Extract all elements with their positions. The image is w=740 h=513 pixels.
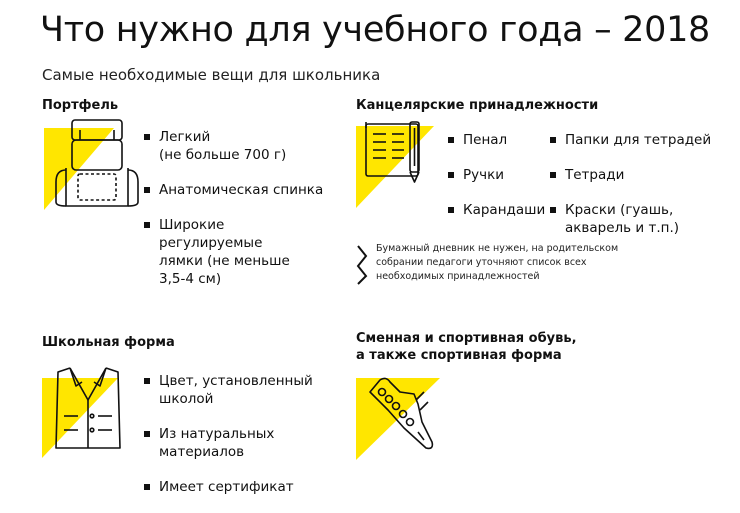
list-item: Тетради — [550, 166, 711, 184]
page-subtitle: Самые необходимые вещи для школьника — [42, 66, 381, 84]
jacket-icon — [42, 360, 132, 460]
stationery-heading: Канцелярские принадлежности — [356, 98, 599, 113]
list-item: Из натуральных материалов — [144, 425, 313, 461]
list-item: Карандаши — [448, 201, 545, 219]
chevron-zigzag-icon — [356, 244, 368, 286]
backpack-features — [144, 128, 323, 305]
notebook-pen-icon — [356, 118, 440, 210]
stationery-note: Бумажный дневник не нужен, на родительском собрании педагоги уточняют список всех необходимых принадлежностей — [376, 243, 619, 282]
shoes-heading: Сменная и спортивная обувь, а также спортивная форма — [356, 331, 577, 363]
list-item: Цвет, установленный школой — [144, 372, 313, 408]
page-title: Что нужно для учебного года – 2018 — [40, 10, 711, 50]
uniform-features — [144, 372, 313, 513]
list-item: Анатомическая спинка — [144, 181, 323, 199]
uniform-heading: Школьная форма — [42, 335, 175, 350]
list-item: Пенал — [448, 131, 545, 149]
backpack-heading: Портфель — [42, 98, 119, 113]
list-item: Легкий (не больше 700 г) — [144, 128, 323, 164]
list-item: Ручки — [448, 166, 545, 184]
list-item: Папки для тетрадей — [550, 131, 711, 149]
backpack-icon — [42, 118, 134, 213]
sneaker-icon — [356, 370, 448, 462]
stationery-list-left — [448, 131, 545, 219]
stationery-list-right — [550, 131, 711, 237]
list-item: Краски (гуашь, акварель и т.п.) — [550, 201, 711, 237]
list-item: Широкие регулируемые лямки (не меньше 3,5-4 см) — [144, 216, 323, 288]
list-item: Имеет сертификат — [144, 478, 313, 496]
